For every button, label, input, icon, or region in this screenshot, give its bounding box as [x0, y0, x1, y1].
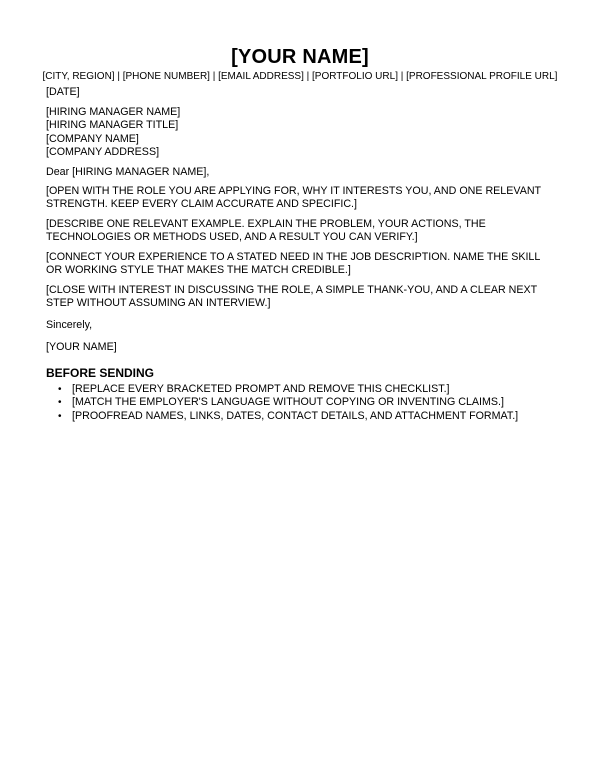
bullet-icon: •: [58, 384, 62, 395]
checklist-item-text: [MATCH THE EMPLOYER'S LANGUAGE WITHOUT COPYING OR INVENTING CLAIMS.]: [72, 396, 504, 409]
checklist-item-text: [REPLACE EVERY BRACKETED PROMPT AND REMOVE THIS CHECKLIST.]: [72, 383, 450, 395]
recipient-address: [COMPANY ADDRESS]: [46, 146, 160, 159]
paragraph-example: [DESCRIBE ONE RELEVANT EXAMPLE. EXPLAIN THE PROBLEM, YOUR ACTIONS, THE TECHNOLOGIES OR METHODS USED, AND A RESULT YOU CAN VERIFY.]: [46, 218, 486, 244]
recipient-name: [HIRING MANAGER NAME]: [46, 106, 181, 118]
recipient-block: [46, 106, 546, 160]
checklist-item-text: [PROOFREAD NAMES, LINKS, DATES, CONTACT DETAILS, AND ATTACHMENT FORMAT.]: [72, 409, 519, 422]
bullet-icon: •: [58, 410, 62, 422]
checklist-heading: BEFORE SENDING: [46, 366, 155, 380]
checklist-item: [58, 383, 558, 396]
checklist-item: [58, 410, 558, 423]
signature-name: [YOUR NAME]: [46, 341, 117, 353]
checklist: [58, 383, 558, 423]
checklist-item: [58, 396, 558, 409]
bullet-icon: •: [58, 397, 62, 409]
paragraph-closing: [CLOSE WITH INTEREST IN DISCUSSING THE ROLE, A SIMPLE THANK-YOU, AND A CLEAR NEXT STEP WITHOUT ASSUMING AN INTERVIEW.]: [46, 284, 537, 310]
paragraph-opening: [OPEN WITH THE ROLE YOU ARE APPLYING FOR, WHY IT INTERESTS YOU, AND ONE RELEVANT STRENGTH. KEEP EVERY CLAIM ACCURATE AND SPECIFIC.]: [46, 185, 541, 211]
closing-line: Sincerely,: [46, 319, 93, 331]
recipient-title: [HIRING MANAGER TITLE]: [46, 119, 179, 132]
recipient-company: [COMPANY NAME]: [46, 132, 139, 145]
applicant-name-heading: [YOUR NAME]: [231, 46, 369, 68]
contact-line: [CITY, REGION] | [PHONE NUMBER] | [EMAIL ADDRESS] | [PORTFOLIO URL] | [PROFESSIONAL PROFILE URL]: [42, 71, 558, 82]
date-line: [DATE]: [46, 86, 80, 98]
paragraph-connection: [CONNECT YOUR EXPERIENCE TO A STATED NEED IN THE JOB DESCRIPTION. NAME THE SKILL OR WORKING STYLE THAT MAKES THE MATCH CREDIBLE.]: [46, 251, 540, 277]
salutation: Dear [HIRING MANAGER NAME],: [46, 166, 210, 178]
